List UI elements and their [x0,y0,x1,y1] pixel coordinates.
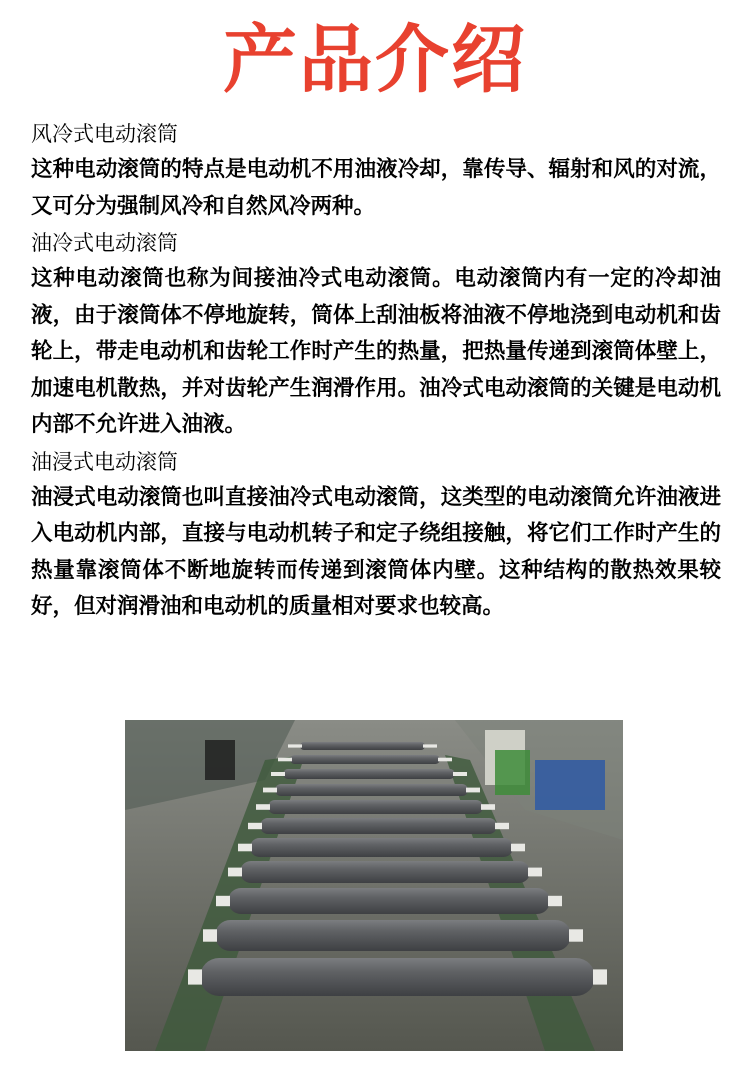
roller-5 [268,800,483,814]
roller-shaft-right [593,969,607,984]
section-body-oil-cooled: 这种电动滚筒也称为间接油冷式电动滚筒。电动滚筒内有一定的冷却油液，由于滚筒体不停地旋转，筒体上刮油板将油液不停地浇到电动机和齿轮上，带走电动机和齿轮工作时产生的热量，把热量传递到滚筒体壁上，加速电机散热，并对齿轮产生润滑作用。油冷式电动滚筒的关键是电动机内部不允许进入油液。 [31,266,721,437]
roller-shaft-left [248,823,262,829]
roller-shaft-right [453,772,467,776]
roller-shaft-right [423,744,437,747]
roller-1 [300,742,425,750]
roller-4 [275,784,468,796]
roller-shaft-left [278,758,292,762]
roller-shaft-right [569,929,583,941]
section-heading-air-cooled: 风冷式电动滚筒 [31,122,178,146]
roller-shaft-left [263,788,277,793]
roller-shaft-left [216,896,230,906]
roller-shaft-right [438,758,452,762]
roller-6 [260,818,497,834]
roller-shaft-right [511,844,525,852]
roller-shaft-left [256,804,270,810]
section-body-oil-immersed: 油浸式电动滚筒也叫直接油冷式电动滚筒，这类型的电动滚筒允许油液进入电动机内部，直接与电动机转子和定子绕组接触，将它们工作时产生的热量靠滚筒体不断地旋转而传递到滚筒体内壁。这种结构的散热效果较好，但对润滑油和电动机的质量相对要求也较高。 [31,484,721,619]
roller-7 [250,838,513,857]
roller-9 [228,888,550,914]
section-heading-oil-immersed: 油浸式电动滚筒 [31,449,178,474]
roller-2 [290,755,440,764]
roller-shaft-left [288,744,302,747]
section-heading-oil-cooled: 油冷式电动滚筒 [31,231,178,255]
roller-shaft-left [188,969,202,984]
roller-shaft-left [203,929,217,941]
roller-shaft-left [238,844,252,852]
section-body-air-cooled: 这种电动滚筒的特点是电动机不用油液冷却，靠传导、辐射和风的对流，又可分为强制风冷和自然风冷两种。 [31,157,721,219]
roller-shaft-right [528,868,542,877]
roller-shaft-left [228,868,242,877]
roller-shaft-right [548,896,562,906]
roller-shaft-right [481,804,495,810]
roller-11 [200,958,595,996]
roller-10 [215,920,571,951]
roller-shaft-right [466,788,480,793]
roller-8 [240,861,530,883]
product-description [31,116,721,626]
roller-shaft-right [495,823,509,829]
roller-3 [283,769,455,779]
roller-shaft-left [271,772,285,776]
page-title: 产品介绍 [223,17,527,103]
roller-photo-illustration [125,720,623,1051]
product-photo [125,720,623,1051]
